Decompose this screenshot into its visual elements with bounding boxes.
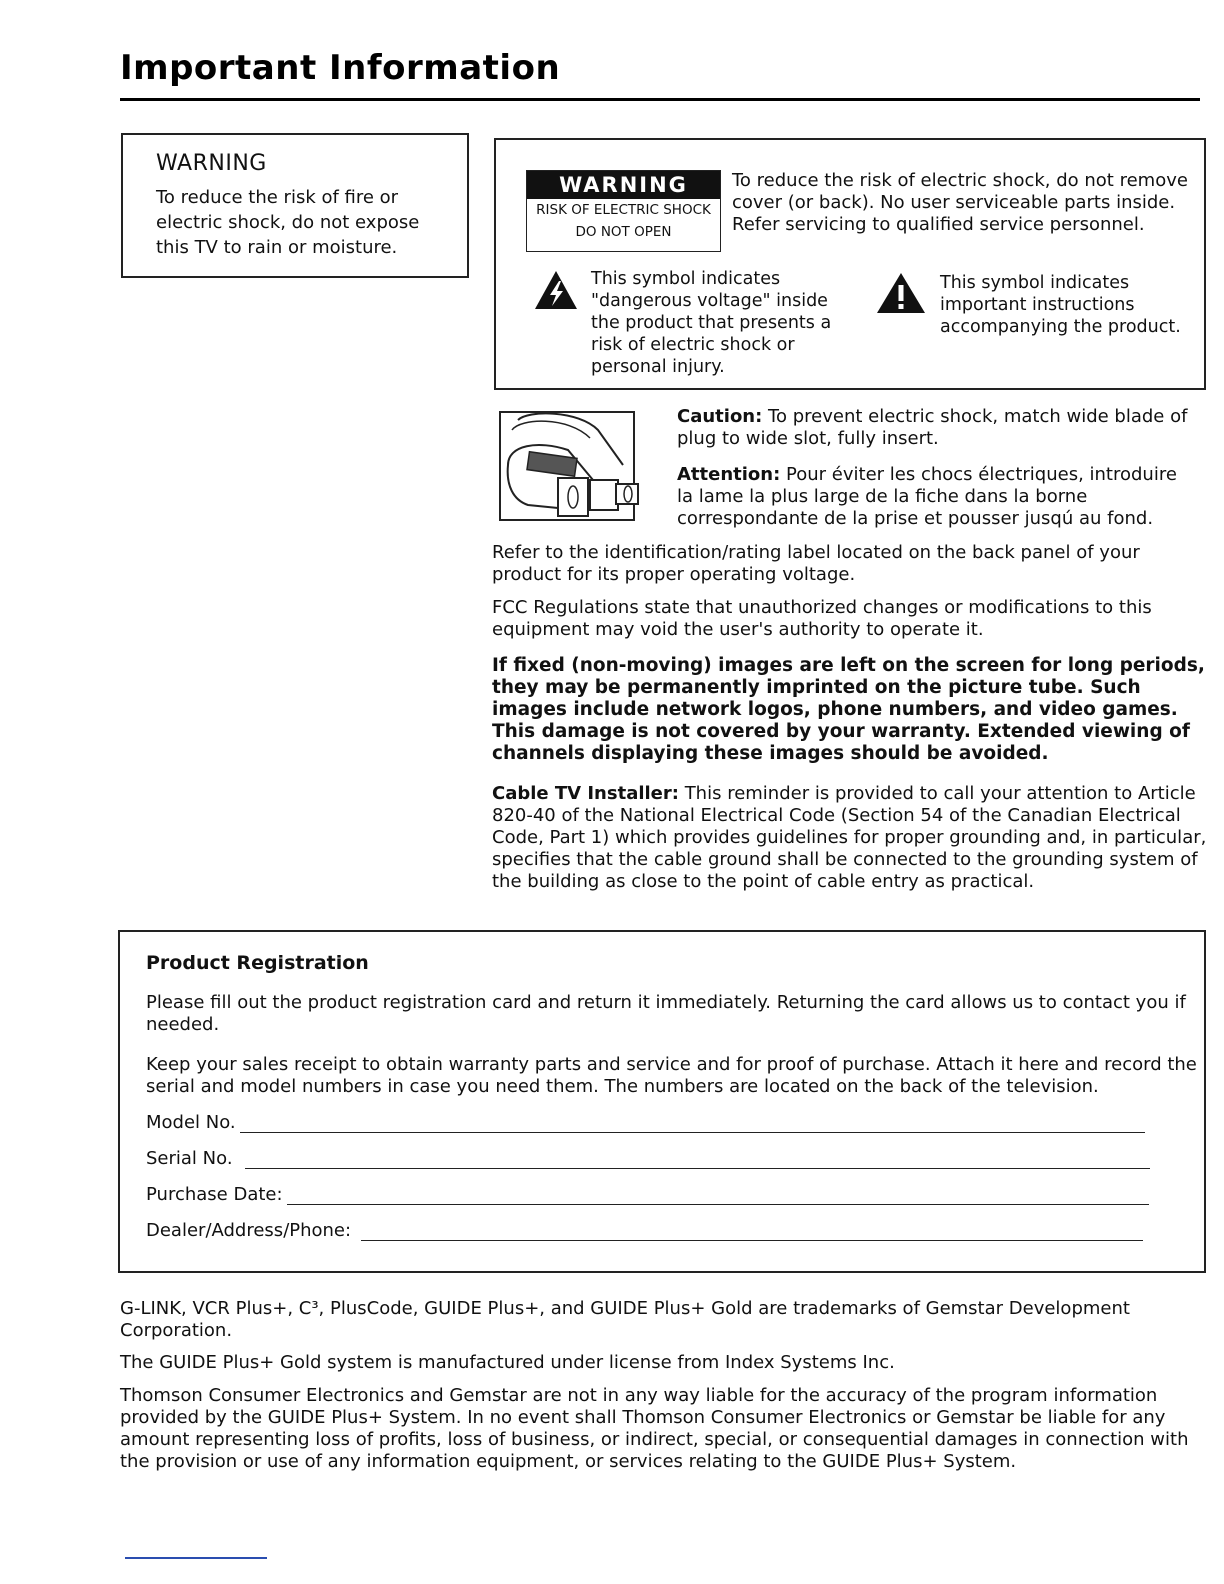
caution-body: To prevent electric shock, match wide blade of plug to wide slot, fully insert.	[677, 406, 1188, 449]
lightning-triangle-icon	[534, 270, 578, 310]
warning-label	[526, 170, 721, 252]
attention-body: Pour éviter les chocs électriques, introduire la lame la plus large de la fiche dans la borne correspondante de la prise et pousser jusqú au fond.	[677, 464, 1177, 529]
trademark-text: G-LINK, VCR Plus+, C³, PlusCode, GUIDE Plus+, and GUIDE Plus+ Gold are trademarks of Gemstar Development Corporation.	[120, 1298, 1130, 1341]
model-number-line[interactable]	[240, 1114, 1145, 1133]
dealer-line[interactable]	[361, 1222, 1143, 1241]
caution-text	[677, 406, 1207, 450]
model-number-label: Model No.	[146, 1112, 236, 1133]
warning-label-line2: DO NOT OPEN	[575, 224, 672, 240]
bottom-rule	[125, 1557, 267, 1559]
purchase-date-line[interactable]	[287, 1186, 1149, 1205]
serial-number-field[interactable]	[146, 1148, 1150, 1169]
fire-warning-title: WARNING	[156, 151, 267, 176]
registration-title: Product Registration	[146, 952, 369, 974]
attention-lead: Attention:	[677, 464, 781, 485]
registration-paragraph-1: Please fill out the product registration card and return it immediately. Returning the card allows us to contact you if needed.	[146, 992, 1186, 1035]
caution-lead: Caution:	[677, 406, 763, 427]
model-number-field[interactable]	[146, 1112, 1145, 1133]
cable-installer-text	[492, 783, 1207, 893]
license-text: The GUIDE Plus+ Gold system is manufactured under license from Index Systems Inc.	[120, 1352, 895, 1373]
title-rule	[120, 98, 1200, 101]
cable-installer-body: This reminder is provided to call your attention to Article 820-40 of the National Electrical Code (Section 54 of the Canadian Electrical Code, Part 1) which provides guidelines for proper grounding and, in particular, specifies that the cable ground shall be connected to the grounding system of the building as close to the point of cable entry as practical.	[492, 783, 1207, 892]
dealer-field[interactable]	[146, 1220, 1143, 1241]
voltage-label-text: Refer to the identification/rating label located on the back panel of your product for its proper operating voltage.	[492, 542, 1140, 585]
fire-warning-box	[121, 133, 469, 278]
instructions-symbol-text: This symbol indicates important instructions accompanying the product.	[940, 273, 1181, 337]
page-title: Important Information	[120, 48, 561, 88]
warning-label-heading: WARNING	[527, 171, 720, 199]
exclamation-triangle-icon	[876, 272, 926, 314]
purchase-date-label: Purchase Date:	[146, 1184, 283, 1205]
polarized-plug-icon	[498, 410, 646, 522]
fcc-text: FCC Regulations state that unauthorized changes or modifications to this equipment may void the user's authority to operate it.	[492, 597, 1152, 640]
dealer-label: Dealer/Address/Phone:	[146, 1220, 352, 1241]
shock-warning-text: To reduce the risk of electric shock, do not remove cover (or back). No user serviceable parts inside. Refer servicing to qualified service personnel.	[732, 170, 1188, 235]
cable-installer-lead: Cable TV Installer:	[492, 783, 679, 804]
fire-warning-text: To reduce the risk of fire or electric shock, do not expose this TV to rain or moisture.	[156, 187, 420, 258]
purchase-date-field[interactable]	[146, 1184, 1149, 1205]
serial-number-line[interactable]	[245, 1150, 1150, 1169]
serial-number-label: Serial No.	[146, 1148, 233, 1169]
voltage-symbol-text: This symbol indicates "dangerous voltage" inside the product that presents a risk of electric shock or personal injury.	[591, 269, 832, 377]
registration-paragraph-2: Keep your sales receipt to obtain warranty parts and service and for proof of purchase. Attach it here and record the serial and model numbers in case you need them. The numbers are located on the back of the television.	[146, 1054, 1197, 1097]
fixed-images-warning: If fixed (non-moving) images are left on the screen for long periods, they may be permanently imprinted on the picture tube. Such images include network logos, phone numbers, and video games. This damage is not covered by your warranty. Extended viewing of channels displaying these images should be avoided.	[492, 655, 1205, 764]
warning-label-line1: RISK OF ELECTRIC SHOCK	[536, 202, 711, 218]
product-registration-box	[118, 930, 1206, 1273]
liability-text: Thomson Consumer Electronics and Gemstar are not in any way liable for the accuracy of the program information provided by the GUIDE Plus+ System. In no event shall Thomson Consumer Electronics or Gemstar be liable for any amount representing loss of profits, loss of business, or indirect, special, or consequential damages in connection with the provision or use of any information equipment, or services relating to the GUIDE Plus+ System.	[120, 1385, 1189, 1472]
shock-warning-box	[494, 138, 1206, 390]
attention-text	[677, 464, 1197, 530]
